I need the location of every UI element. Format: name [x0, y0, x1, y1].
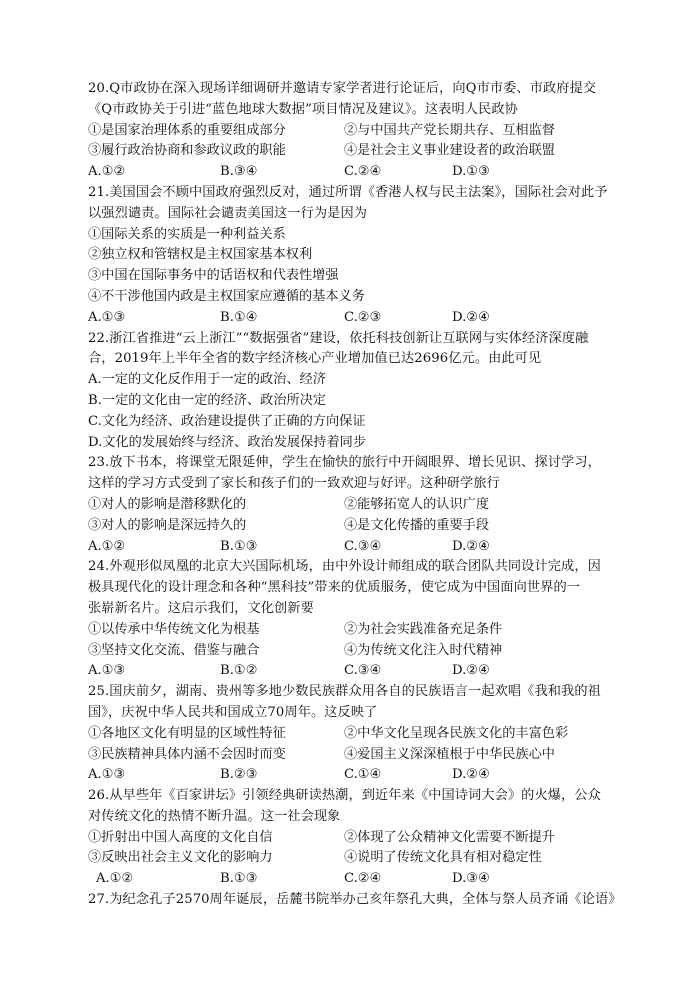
statement-row: [88, 516, 636, 537]
question-stem: 23.放下书本，将课堂无限延伸，学生在愉快的旅行中开阔眼界、增长见识、探讨学习，: [88, 455, 601, 471]
answer-row: [88, 162, 636, 183]
answer-option: B.③④: [220, 164, 258, 180]
statement-item: ④不干涉他国内政是主权国家应遵循的基本义务: [88, 288, 365, 304]
statement-item: ③对人的影响是深远持久的: [88, 517, 247, 533]
answer-option: C.③④: [344, 663, 382, 679]
question-stem: 合，2019年上半年全省的数字经济核心产业增加值已达2696亿元。由此可见: [88, 351, 542, 367]
question-stem: 27.为纪念孔子2570周年诞辰，岳麓书院举办己亥年祭孔大典，全体与祭人员齐诵《论语》: [88, 892, 622, 908]
answer-option: D.③④: [452, 871, 490, 887]
answer-option: C.①④: [344, 767, 382, 783]
question-23: [88, 453, 636, 557]
question-stem: 《Q市政协关于引进“蓝色地球大数据”项目情况及建议》。这表明人民政协: [88, 101, 518, 117]
question-stem: 21.美国国会不顾中国政府强烈反对，通过所谓《香港人权与民主法案》，国际社会对此予: [88, 184, 608, 200]
question-24: [88, 557, 636, 682]
statement-item: ②独立权和管辖权是主权国家基本权利: [88, 247, 313, 263]
statement-item: ③反映出社会主义文化的影响力: [88, 850, 273, 866]
answer-option: C.②③: [344, 309, 382, 325]
question-27: [88, 890, 636, 911]
question-20: [88, 79, 636, 183]
answer-option: B.①③: [220, 871, 258, 887]
exam-page: [88, 79, 636, 911]
statement-item: ②与中国共产党长期共存、互相监督: [344, 122, 555, 138]
question-stem: 20.Q市政协在深入现场详细调研并邀请专家学者进行论证后，向Q市市委、市政府提交: [88, 81, 597, 96]
question-stem: 对传统文化的热情不断升温。这一社会现象: [88, 808, 341, 824]
question-stem: 24.外观形似凤凰的北京大兴国际机场，由中外设计师组成的联合团队共同设计完成，因: [88, 559, 601, 575]
statement-row: [88, 495, 636, 516]
statement-row: [88, 848, 636, 869]
question-25: [88, 682, 636, 786]
answer-option: A.一定的文化反作用于一定的政治、经济: [88, 372, 326, 388]
statement-item: ①国际关系的实质是一种利益关系: [88, 226, 286, 242]
answer-option: C.②④: [344, 164, 382, 180]
answer-option: B.①③: [220, 538, 258, 554]
answer-row: [88, 869, 636, 890]
statement-row: [88, 724, 636, 745]
question-stem: 22.浙江省推进“云上浙江”“数据强省”建设，依托科技创新让互联网与实体经济深度融: [88, 330, 589, 346]
statement-row: [88, 641, 636, 662]
statement-item: ①折射出中国人高度的文化自信: [88, 829, 273, 845]
answer-option: B.一定的文化由一定的经济、政治所决定: [88, 392, 327, 408]
statement-item: ④为传统文化注入时代精神: [344, 642, 503, 658]
statement-item: ②体现了公众精神文化需要不断提升: [344, 829, 555, 845]
statement-row: [88, 745, 636, 766]
question-stem: 国》，庆祝中华人民共和国成立70周年。这反映了: [88, 704, 378, 720]
statement-item: ③坚持文化交流、借鉴与融合: [88, 642, 260, 658]
statement-item: ②中华文化呈现各民族文化的丰富色彩: [344, 725, 569, 741]
statement-item: ②为社会实践准备充足条件: [344, 621, 503, 637]
question-26: [88, 786, 636, 890]
answer-row: [88, 661, 636, 682]
question-stem: 这样的学习方式受到了家长和孩子们的一致欢迎与好评。这种研学旅行: [88, 476, 500, 492]
statement-item: ④说明了传统文化具有相对稳定性: [344, 850, 542, 866]
answer-option: D.文化的发展始终与经济、政治发展保持着同步: [88, 434, 367, 450]
statement-row: [88, 121, 636, 142]
question-stem: 以强烈谴责。国际社会谴责美国这一行为是因为: [88, 205, 368, 221]
statement-item: ④是文化传播的重要手段: [344, 517, 490, 533]
answer-row: [88, 308, 636, 329]
answer-option: A.①②: [96, 871, 134, 887]
answer-option: D.②④: [452, 767, 490, 783]
question-stem: 张崭新名片。这启示我们，文化创新要: [88, 600, 314, 616]
statement-item: ④是社会主义事业建设者的政治联盟: [344, 143, 555, 159]
statement-row: [88, 620, 636, 641]
question-stem: 26.从早些年《百家讲坛》引领经典研读热潮，到近年来《中国诗词大会》的火爆，公众: [88, 788, 601, 804]
answer-option: A.①③: [88, 309, 126, 325]
answer-option: D.②④: [452, 538, 490, 554]
answer-option: A.①③: [88, 767, 126, 783]
statement-item: ④爱国主义深深植根于中华民族心中: [344, 746, 555, 762]
answer-option: A.①②: [88, 538, 126, 554]
answer-option: D.②④: [452, 309, 490, 325]
statement-item: ①各地区文化有明显的区域性特征: [88, 725, 286, 741]
answer-option: A.①③: [88, 663, 126, 679]
statement-row: [88, 828, 636, 849]
statement-item: ③履行政治协商和参政议政的职能: [88, 143, 286, 159]
answer-option: D.①③: [452, 164, 490, 180]
statement-item: ③民族精神具体内涵不会因时而变: [88, 746, 286, 762]
answer-option: C.文化为经济、政治建设提供了正确的方向保证: [88, 413, 366, 429]
answer-option: C.③④: [344, 538, 382, 554]
statement-item: ③中国在国际事务中的话语权和代表性增强: [88, 268, 339, 284]
statement-item: ①是国家治理体系的重要组成部分: [88, 122, 286, 138]
answer-option: B.①④: [220, 309, 258, 325]
question-stem: 极具现代化的设计理念和各种“黑科技”带来的优质服务，使它成为中国面向世界的一: [88, 580, 581, 596]
statement-item: ①对人的影响是潜移默化的: [88, 496, 247, 512]
answer-option: D.②④: [452, 663, 490, 679]
question-stem: 25.国庆前夕，湖南、贵州等多地少数民族群众用各自的民族语言一起欢唱《我和我的祖: [88, 684, 601, 700]
question-22: [88, 329, 636, 454]
question-21: [88, 183, 636, 329]
statement-item: ②能够拓宽人的认识广度: [344, 496, 490, 512]
statement-row: [88, 141, 636, 162]
answer-option: B.②③: [220, 767, 258, 783]
answer-row: [88, 537, 636, 558]
answer-row: [88, 765, 636, 786]
answer-option: A.①②: [88, 164, 126, 180]
answer-option: B.①②: [220, 663, 258, 679]
answer-option: C.②④: [344, 871, 382, 887]
statement-item: ①以传承中华传统文化为根基: [88, 621, 260, 637]
